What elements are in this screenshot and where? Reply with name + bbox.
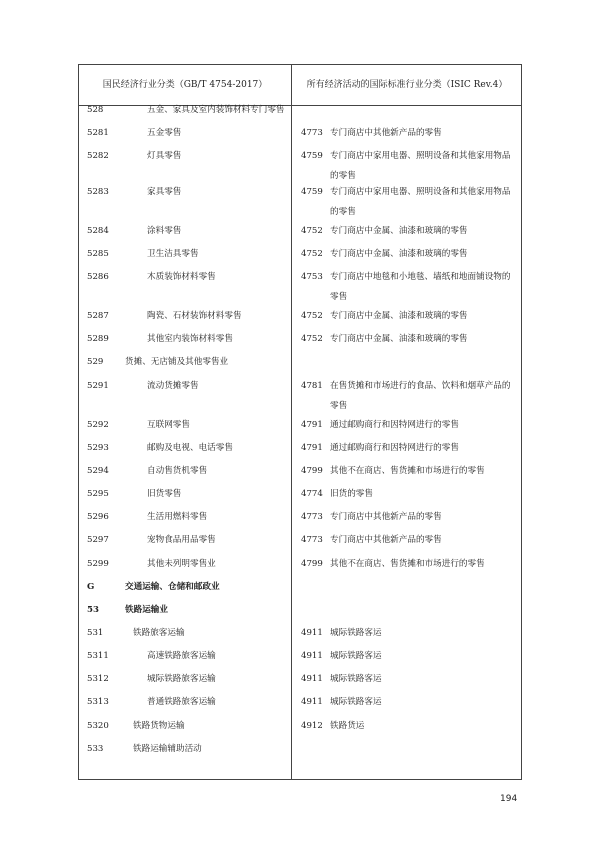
gbt-code: 5285 xyxy=(87,249,109,259)
column-divider xyxy=(291,65,292,779)
gbt-code: 529 xyxy=(87,357,104,367)
isic-description: 专门商店中其他新产品的零售 xyxy=(330,535,442,545)
gbt-code: 5291 xyxy=(87,381,109,391)
gbt-code: 5282 xyxy=(87,151,109,161)
isic-code: 4752 xyxy=(301,226,323,236)
gbt-code: 5287 xyxy=(87,311,109,321)
gbt-name: 灯具零售 xyxy=(147,151,182,161)
isic-code: 4773 xyxy=(301,535,323,545)
isic-description: 城际铁路客运 xyxy=(330,628,382,638)
gbt-name: 生活用燃料零售 xyxy=(147,512,208,522)
isic-code: 4799 xyxy=(301,559,323,569)
isic-description-cont: 的零售 xyxy=(330,207,356,217)
isic-code: 4773 xyxy=(301,128,323,138)
header-left: 国民经济行业分类（GB/T 4754-2017） xyxy=(102,80,268,90)
gbt-name: 陶瓷、石材装饰材料零售 xyxy=(147,311,242,321)
isic-description: 专门商店中金属、油漆和玻璃的零售 xyxy=(330,311,468,321)
isic-code: 4773 xyxy=(301,512,323,522)
gbt-name: 铁路运输业 xyxy=(125,605,168,615)
isic-code: 4791 xyxy=(301,443,323,453)
gbt-code: 528 xyxy=(87,105,104,115)
isic-description: 在售货摊和市场进行的食品、饮料和烟草产品的 xyxy=(330,381,511,391)
gbt-code: 5284 xyxy=(87,226,109,236)
isic-code: 4799 xyxy=(301,466,323,476)
gbt-name: 城际铁路旅客运输 xyxy=(147,674,216,684)
header-right: 所有经济活动的国际标准行业分类（ISIC Rev.4） xyxy=(306,80,508,90)
isic-description-cont: 的零售 xyxy=(330,171,356,181)
isic-code: 4911 xyxy=(301,697,323,707)
isic-description: 专门商店中金属、油漆和玻璃的零售 xyxy=(330,334,468,344)
gbt-code: 5294 xyxy=(87,466,109,476)
isic-description-cont: 零售 xyxy=(330,401,348,411)
gbt-code: 5312 xyxy=(87,674,109,684)
isic-description: 铁路货运 xyxy=(330,721,365,731)
gbt-name: 其他未列明零售业 xyxy=(147,559,216,569)
gbt-name: 互联网零售 xyxy=(147,420,190,430)
gbt-name: 交通运输、仓储和邮政业 xyxy=(125,582,220,592)
gbt-name: 流动货摊零售 xyxy=(147,381,199,391)
gbt-name: 普通铁路旅客运输 xyxy=(147,697,216,707)
gbt-name: 旧货零售 xyxy=(147,489,182,499)
gbt-code: 5286 xyxy=(87,272,109,282)
page-number: 194 xyxy=(500,794,518,804)
gbt-code: 533 xyxy=(87,744,104,754)
isic-description: 通过邮购商行和因特网进行的零售 xyxy=(330,420,459,430)
gbt-name: 其他室内装饰材料零售 xyxy=(147,334,233,344)
gbt-name: 高速铁路旅客运输 xyxy=(147,651,216,661)
isic-description: 城际铁路客运 xyxy=(330,674,382,684)
isic-code: 4774 xyxy=(301,489,323,499)
gbt-code: 5293 xyxy=(87,443,109,453)
gbt-name: 货摊、无店铺及其他零售业 xyxy=(125,357,229,367)
isic-description: 专门商店中其他新产品的零售 xyxy=(330,512,442,522)
gbt-code: 53 xyxy=(87,605,99,615)
isic-code: 4791 xyxy=(301,420,323,430)
isic-description: 专门商店中金属、油漆和玻璃的零售 xyxy=(330,249,468,259)
isic-description: 旧货的零售 xyxy=(330,489,373,499)
isic-code: 4752 xyxy=(301,249,323,259)
isic-code: 4759 xyxy=(301,187,323,197)
isic-code: 4752 xyxy=(301,334,323,344)
isic-description: 城际铁路客运 xyxy=(330,697,382,707)
isic-code: 4752 xyxy=(301,311,323,321)
isic-description: 城际铁路客运 xyxy=(330,651,382,661)
header-divider xyxy=(79,105,521,106)
isic-code: 4911 xyxy=(301,651,323,661)
gbt-name: 卫生洁具零售 xyxy=(147,249,199,259)
gbt-name: 涂料零售 xyxy=(147,226,182,236)
isic-code: 4753 xyxy=(301,272,323,282)
classification-table xyxy=(78,64,522,780)
gbt-code: G xyxy=(87,582,95,592)
isic-description: 其他不在商店、售货摊和市场进行的零售 xyxy=(330,466,485,476)
isic-description: 专门商店中金属、油漆和玻璃的零售 xyxy=(330,226,468,236)
isic-code: 4912 xyxy=(301,721,323,731)
gbt-name: 铁路货物运输 xyxy=(133,721,185,731)
gbt-name: 家具零售 xyxy=(147,187,182,197)
isic-description-cont: 零售 xyxy=(330,292,348,302)
isic-code: 4911 xyxy=(301,674,323,684)
gbt-name: 宠物食品用品零售 xyxy=(147,535,216,545)
gbt-code: 5296 xyxy=(87,512,109,522)
gbt-name: 木质装饰材料零售 xyxy=(147,272,216,282)
isic-description: 专门商店中家用电器、照明设备和其他家用物品 xyxy=(330,151,511,161)
gbt-name: 自动售货机零售 xyxy=(147,466,208,476)
isic-code: 4759 xyxy=(301,151,323,161)
gbt-code: 5311 xyxy=(87,651,109,661)
gbt-code: 5292 xyxy=(87,420,109,430)
gbt-name: 邮购及电视、电话零售 xyxy=(147,443,233,453)
gbt-name: 五金零售 xyxy=(147,128,182,138)
gbt-code: 5289 xyxy=(87,334,109,344)
isic-code: 4781 xyxy=(301,381,323,391)
gbt-name: 铁路运输辅助活动 xyxy=(133,744,202,754)
gbt-code: 5297 xyxy=(87,535,109,545)
gbt-name: 铁路旅客运输 xyxy=(133,628,185,638)
gbt-code: 5295 xyxy=(87,489,109,499)
gbt-code: 5283 xyxy=(87,187,109,197)
isic-description: 通过邮购商行和因特网进行的零售 xyxy=(330,443,459,453)
gbt-code: 531 xyxy=(87,628,104,638)
isic-description: 专门商店中其他新产品的零售 xyxy=(330,128,442,138)
isic-description: 专门商店中家用电器、照明设备和其他家用物品 xyxy=(330,187,511,197)
isic-description: 其他不在商店、售货摊和市场进行的零售 xyxy=(330,559,485,569)
gbt-code: 5299 xyxy=(87,559,109,569)
isic-description: 专门商店中地毯和小地毯、墙纸和地面铺设物的 xyxy=(330,272,511,282)
gbt-code: 5320 xyxy=(87,721,109,731)
gbt-code: 5313 xyxy=(87,697,109,707)
gbt-name: 五金、家具及室内装饰材料专门零售 xyxy=(147,105,285,115)
isic-code: 4911 xyxy=(301,628,323,638)
gbt-code: 5281 xyxy=(87,128,109,138)
